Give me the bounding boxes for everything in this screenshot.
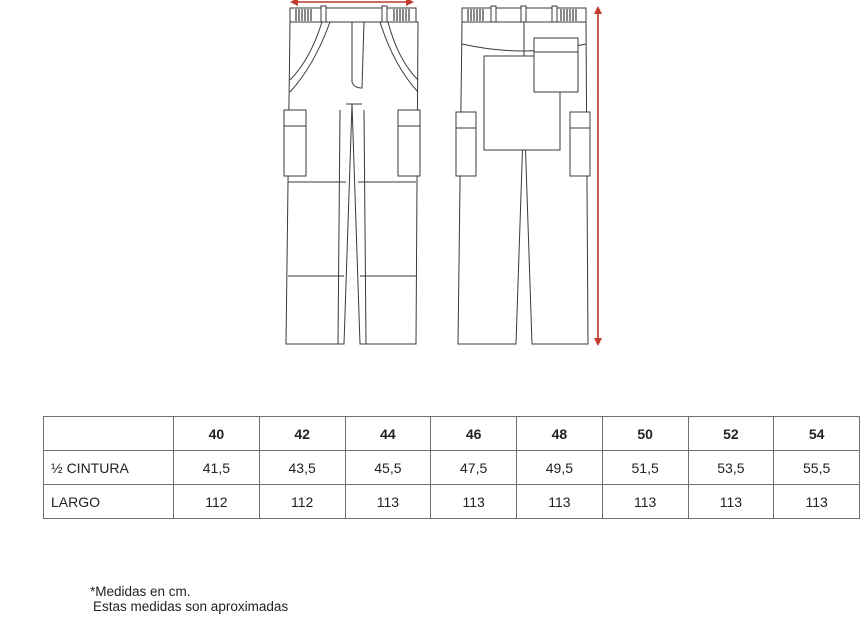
size-header-50: 50 — [602, 417, 688, 451]
table-cell: 113 — [345, 485, 431, 519]
table-cell: 113 — [517, 485, 603, 519]
table-cell: 113 — [602, 485, 688, 519]
table-cell: 113 — [431, 485, 517, 519]
table-cell: 43,5 — [259, 451, 345, 485]
size-header-54: 54 — [774, 417, 860, 451]
note-approximate: Estas medidas son aproximadas — [93, 599, 289, 614]
table-cell: 49,5 — [517, 451, 603, 485]
table-cell: 113 — [688, 485, 774, 519]
table-cell: 47,5 — [431, 451, 517, 485]
table-cell: 41,5 — [174, 451, 260, 485]
measurement-note — [90, 584, 288, 614]
size-header-40: 40 — [174, 417, 260, 451]
back-view-drawing — [456, 6, 590, 344]
table-cell: 51,5 — [602, 451, 688, 485]
row-label-half-waist: ½ CINTURA — [44, 451, 174, 485]
table-cell: 113 — [774, 485, 860, 519]
size-header-row — [44, 417, 860, 451]
size-header-48: 48 — [517, 417, 603, 451]
size-header-46: 46 — [431, 417, 517, 451]
table-cell: 112 — [259, 485, 345, 519]
size-table — [43, 416, 860, 519]
size-header-52: 52 — [688, 417, 774, 451]
front-view-drawing — [284, 6, 420, 344]
size-header-42: 42 — [259, 417, 345, 451]
table-cell: 45,5 — [345, 451, 431, 485]
size-header-blank — [44, 417, 174, 451]
table-cell: 53,5 — [688, 451, 774, 485]
table-cell: 112 — [174, 485, 260, 519]
table-row-length — [44, 485, 860, 519]
row-label-length: LARGO — [44, 485, 174, 519]
table-row-half-waist — [44, 451, 860, 485]
note-units: *Medidas en cm. — [90, 584, 191, 599]
table-cell: 55,5 — [774, 451, 860, 485]
size-header-44: 44 — [345, 417, 431, 451]
